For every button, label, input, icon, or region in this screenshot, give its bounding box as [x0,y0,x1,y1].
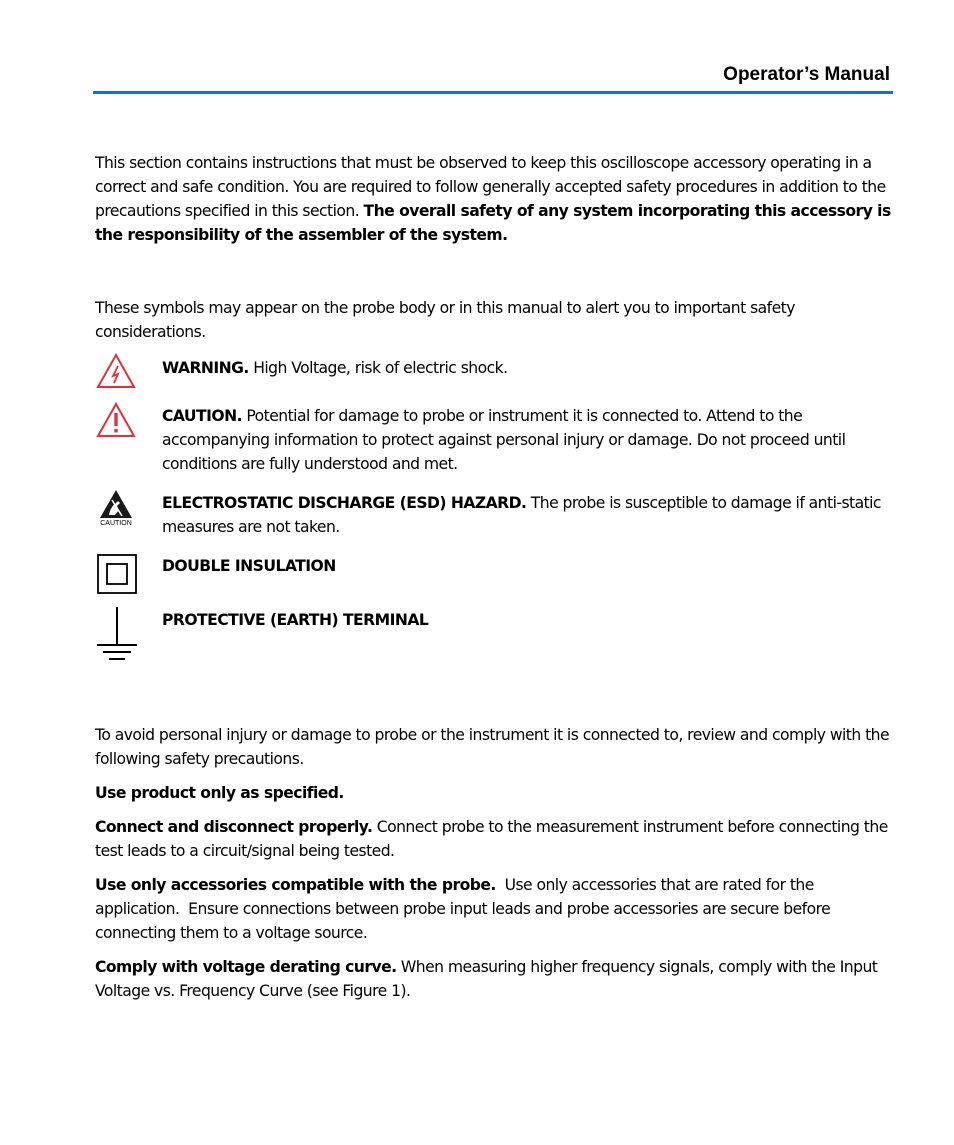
symbol-warning-text [162,356,892,380]
intro-bold-text: The overall safety of any system incorporating this accessory is the responsibility of the assembler of the system. [95,202,891,244]
precaution-title: Connect and disconnect properly. [95,818,373,836]
symbol-caution-text [162,404,892,476]
page-header-title: Operator’s Manual [723,64,890,85]
intro-text: This section contains instructions that must be observed to keep this oscilloscope accessory operating in a correct and safe condition. You are required to follow generally accepted safety procedures in addition to the precautions specified in this section. [95,154,886,220]
symbols-intro-paragraph: These symbols may appear on the probe body or in this manual to alert you to important safety considerations. [95,299,795,341]
double-insulation-icon [97,554,137,594]
precaution-title: Use product only as specified. [95,784,344,802]
symbol-earth-terminal-label: PROTECTIVE (EARTH) TERMINAL [162,611,429,629]
symbol-earth-terminal-text [162,608,892,632]
symbol-double-insulation-label: DOUBLE INSULATION [162,557,336,575]
symbol-esd-text [162,491,892,539]
earth-terminal-icon [95,606,139,664]
symbol-caution-desc: Potential for damage to probe or instrument it is connected to. Attend to the accompanying information to protect against personal injury or damage. Do not proceed until conditions are fully understood and met. [162,407,846,473]
precaution-item [95,873,895,945]
esd-icon-caption: CAUTION [100,520,132,527]
symbol-double-insulation-text [162,554,892,578]
precaution-title: Comply with voltage derating curve. [95,958,397,976]
precaution-item [95,815,895,863]
symbol-caution-label: CAUTION. [162,407,242,425]
high-voltage-warning-icon [95,352,137,390]
precautions-intro-paragraph: To avoid personal injury or damage to probe or the instrument it is connected to, review and comply with the following safety precautions. [95,726,890,768]
precaution-item [95,781,895,805]
header-rule [93,91,893,94]
precaution-text: Connect probe to the measurement instrument before connecting the test leads to a circuit/signal being tested. [95,818,888,860]
precaution-text: Use only accessories that are rated for the application. Ensure connections between probe input leads and probe accessories are secure before connecting them to a voltage source. [95,876,835,942]
precaution-item [95,955,895,1003]
intro-paragraph [95,151,895,247]
symbol-warning-label: WARNING. [162,359,249,377]
symbol-warning-desc: High Voltage, risk of electric shock. [248,359,508,377]
precaution-title: Use only accessories compatible with the probe. [95,876,496,894]
symbol-esd-desc: The probe is susceptible to damage if anti-static measures are not taken. [162,494,881,536]
esd-hazard-icon [95,488,137,532]
symbol-esd-label: ELECTROSTATIC DISCHARGE (ESD) HAZARD. [162,494,527,512]
precaution-text: When measuring higher frequency signals, comply with the Input Voltage vs. Frequency Curve (see Figure 1). [95,958,878,1000]
caution-exclamation-icon [95,401,137,439]
